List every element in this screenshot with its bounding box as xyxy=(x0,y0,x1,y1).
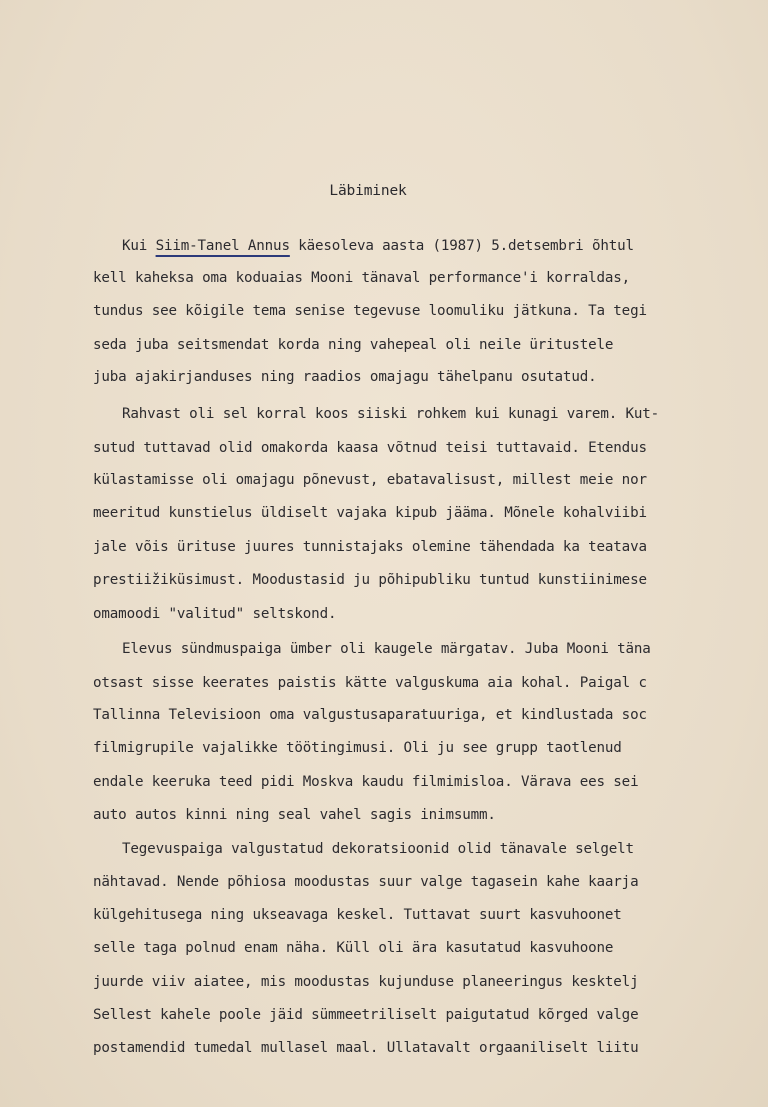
text-line: Kui Siim-Tanel Annus käesoleva aasta (1987) 5.detsembri õhtul xyxy=(122,238,634,254)
text-line: külgehitusega ning ukseavaga keskel. Tuttavat suurt kasvuhoonet xyxy=(93,907,622,923)
text-line: postamendid tumedal mullasel maal. Ullatavalt orgaaniliselt liitu xyxy=(93,1040,639,1056)
text-line: juurde viiv aiatee, mis moodustas kujunduse planeeringus kesktelj xyxy=(93,974,639,990)
text-line: Rahvast oli sel korral koos siiski rohkem kui kunagi varem. Kut- xyxy=(122,406,660,422)
text-line: juba ajakirjanduses ning raadios omajagu tähelpanu osutatud. xyxy=(93,369,597,385)
text-line: kell kaheksa oma koduaias Mooni tänaval performance'i korraldas, xyxy=(93,270,631,286)
text-line: filmigrupile vajalikke töötingimusi. Oli ju see grupp taotlenud xyxy=(93,740,622,756)
text-line: külastamisse oli omajagu põnevust, ebatavalisust, millest meie nor xyxy=(93,472,647,488)
text-line: selle taga polnud enam näha. Küll oli ära kasutatud kasvuhoone xyxy=(93,940,614,956)
text-line: jale võis ürituse juures tunnistajaks olemine tähendada ka teatava xyxy=(93,539,647,555)
text-line: tundus see kõigile tema senise tegevuse loomuliku jätkuna. Ta tegi xyxy=(93,303,647,319)
document-title: Läbiminek xyxy=(329,183,407,199)
text-line: seda juba seitsmendat korda ning vahepeal oli neile üritustele xyxy=(93,337,614,353)
underlined-name: Siim-Tanel Annus xyxy=(155,238,290,254)
text-line: Tegevuspaiga valgustatud dekoratsioonid olid tänavale selgelt xyxy=(122,841,634,857)
text-line: otsast sisse keerates paistis kätte valguskuma aia kohal. Paigal c xyxy=(93,675,647,691)
text-line: prestiižiküsimust. Moodustasid ju põhipubliku tuntud kunstiinimese xyxy=(93,572,647,588)
text-line: Tallinna Televisioon oma valgustusaparatuuriga, et kindlustada soc xyxy=(93,707,647,723)
text-line: sutud tuttavad olid omakorda kaasa võtnud teisi tuttavaid. Etendus xyxy=(93,440,647,456)
text-line: nähtavad. Nende põhiosa moodustas suur valge tagasein kahe kaarja xyxy=(93,874,639,890)
text-line: auto autos kinni ning seal vahel sagis inimsumm. xyxy=(93,807,496,823)
text-line: meeritud kunstielus üldiselt vajaka kipub jääma. Mõnele kohalviibi xyxy=(93,505,647,521)
text-line: endale keeruka teed pidi Moskva kaudu filmimisloa. Värava ees sei xyxy=(93,774,639,790)
text-line: Sellest kahele poole jäid sümmeetriliselt paigutatud kõrged valge xyxy=(93,1007,639,1023)
text-line: Elevus sündmuspaiga ümber oli kaugele märgatav. Juba Mooni täna xyxy=(122,641,651,657)
text-line: omamoodi "valitud" seltskond. xyxy=(93,606,337,622)
